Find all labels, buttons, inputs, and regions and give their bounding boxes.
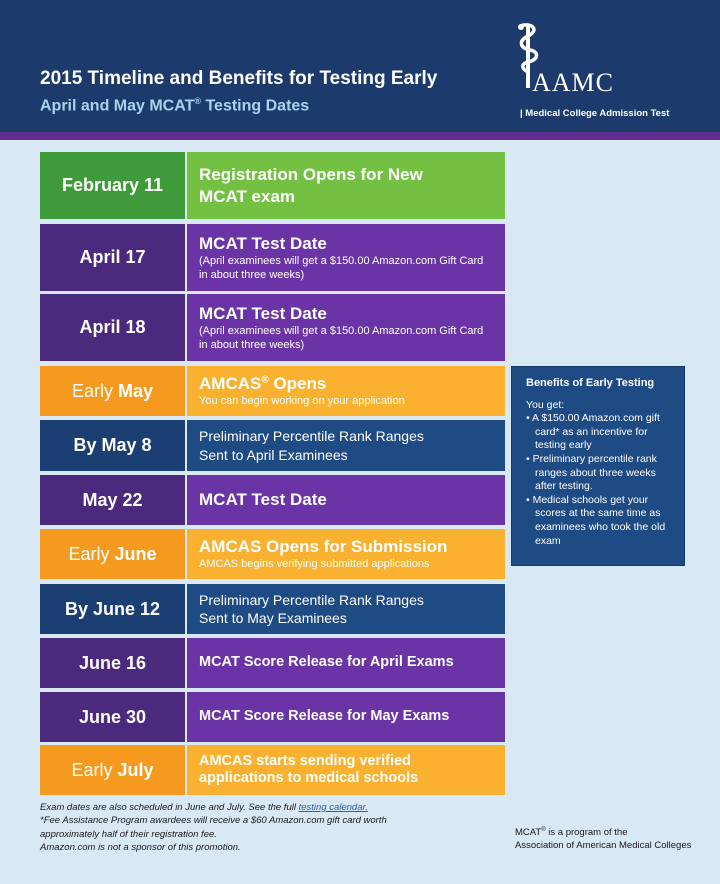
timeline-date: February 11 (40, 152, 185, 219)
timeline-description: MCAT Test Date (April examinees will get a $150.00 Amazon.com Gift Card in about three weeks) (187, 224, 505, 291)
timeline-row (40, 638, 505, 688)
timeline-description: MCAT Score Release for April Exams (187, 638, 505, 688)
timeline-date: April 18 (40, 294, 185, 361)
logo-wordmark: AAMC (532, 68, 615, 97)
benefits-title: Benefits of Early Testing (526, 377, 655, 389)
timeline-row (40, 366, 505, 416)
timeline-description: Preliminary Percentile Rank Ranges Sent to May Examinees (187, 584, 505, 634)
timeline-date: April 17 (40, 224, 185, 291)
timeline-description: MCAT Test Date (April examinees will get a $150.00 Amazon.com Gift Card in about three weeks) (187, 294, 505, 361)
header-stripe (0, 132, 720, 140)
timeline-row (40, 584, 505, 634)
list-item: • Medical schools get your scores at the same time as examinees who took the old exam (526, 494, 674, 549)
timeline-date: Early June (40, 529, 185, 579)
timeline-description: AMCAS starts sending verified applications to medical schools (187, 745, 505, 795)
timeline-row (40, 224, 505, 291)
timeline-row (40, 475, 505, 525)
timeline-description: AMCAS Opens for Submission AMCAS begins verifying submitted applications (187, 529, 505, 579)
program-credit: MCAT® is a program of the Association of American Medical Colleges (515, 827, 692, 851)
timeline-description: AMCAS® Opens You can begin working on your application (187, 366, 505, 416)
timeline-row (40, 420, 505, 471)
list-item: • A $150.00 Amazon.com gift card* as an incentive for testing early (526, 412, 674, 453)
timeline-date: Early July (40, 745, 185, 795)
page-subtitle: April and May MCAT® Testing Dates (40, 96, 310, 115)
benefits-list (526, 412, 674, 548)
header-banner (0, 0, 720, 132)
aamc-logo (514, 20, 694, 120)
timeline-row (40, 529, 505, 579)
timeline-date: June 30 (40, 692, 185, 742)
timeline-row (40, 745, 505, 795)
logo-tagline: | Medical College Admission Test (520, 108, 670, 119)
timeline-description: MCAT Test Date (187, 475, 505, 525)
timeline-description: Registration Opens for New MCAT exam (187, 152, 505, 219)
list-item: • Preliminary percentile rank ranges about three weeks after testing. (526, 453, 674, 494)
timeline-date: By May 8 (40, 420, 185, 471)
timeline-row (40, 692, 505, 742)
timeline-row (40, 152, 505, 219)
benefits-box (511, 366, 685, 566)
timeline-date: May 22 (40, 475, 185, 525)
timeline-date: Early May (40, 366, 185, 416)
testing-calendar-link[interactable]: testing calendar. (298, 802, 368, 813)
footnote: Exam dates are also scheduled in June and July. See the full testing calendar. *Fee Assistance Program awardees will receive a $60 Amazon.com gift card worth approximately half of their registration fee. Amazon.com is not a sponsor of this promotion. (40, 802, 387, 854)
timeline-description: Preliminary Percentile Rank Ranges Sent to April Examinees (187, 420, 505, 471)
timeline-description: MCAT Score Release for May Exams (187, 692, 505, 742)
benefits-intro: You get: (526, 399, 565, 411)
timeline-date: June 16 (40, 638, 185, 688)
timeline-row (40, 294, 505, 361)
page-title: 2015 Timeline and Benefits for Testing Early (40, 68, 438, 89)
timeline-date: By June 12 (40, 584, 185, 634)
